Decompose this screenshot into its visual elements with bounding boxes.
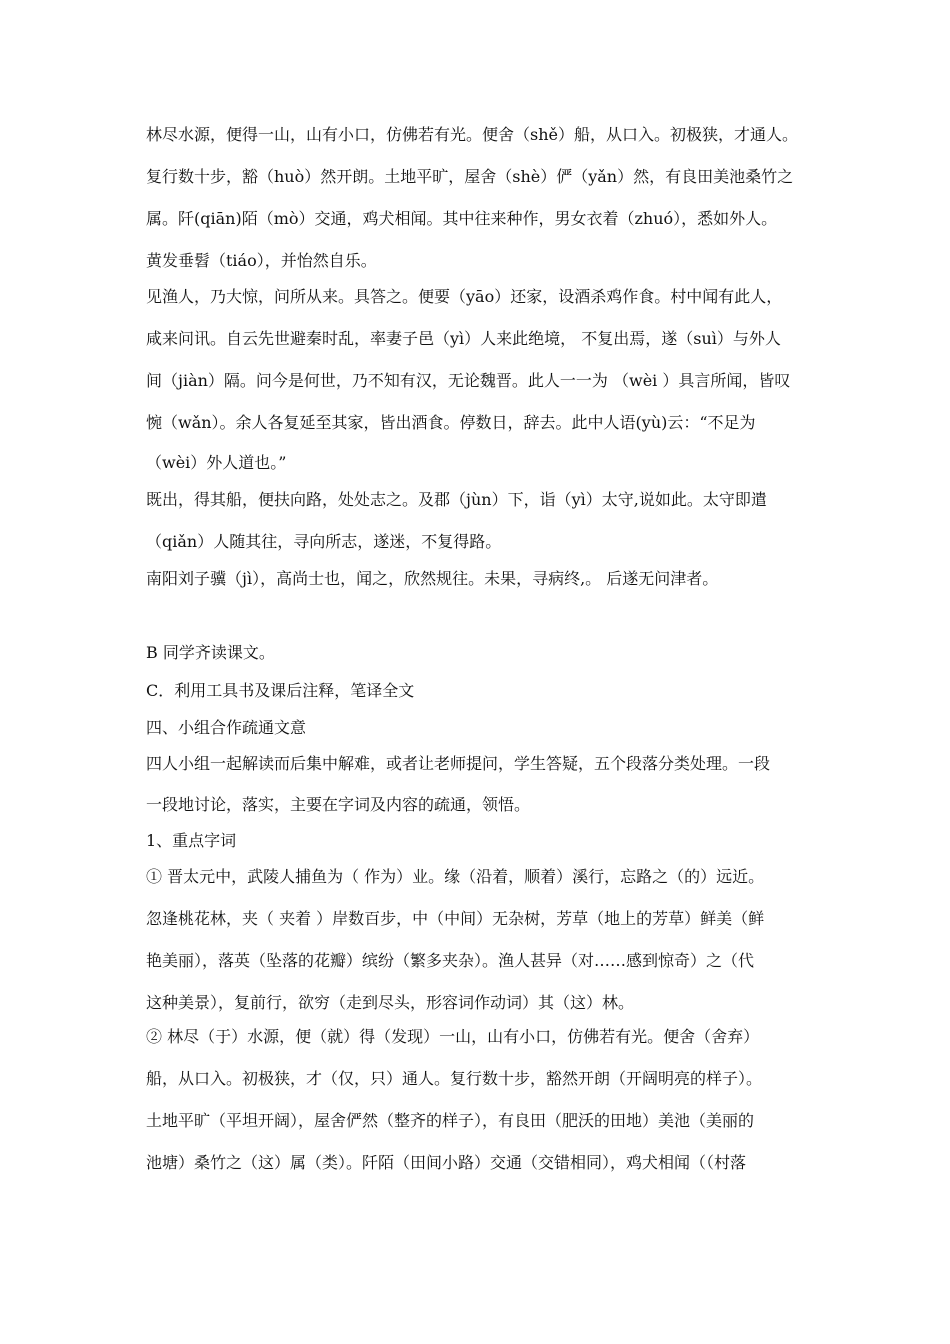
step-b-text: B 同学齐读课文。 xyxy=(146,643,275,662)
passage-line: 复行数十步，豁（huò）然开朗。土地平旷，屋舍（shè）俨（yǎn）然，有良田美池桑竹之 xyxy=(146,167,794,186)
passage-line: 属。阡(qiān)陌（mò）交通，鸡犬相闻。其中往来种作，男女衣着（zhuó），悉如外人。 xyxy=(146,209,778,228)
subsection-heading: 1、重点字词 xyxy=(146,831,237,850)
passage-line: 既出，得其船，便扶向路，处处志之。及郡（jùn）下，诣（yì）太守,说如此。太守即遣 xyxy=(146,490,767,509)
annotation-line: 忽逢桃花林，夹（ 夹着 ）岸数百步，中（中间）无杂树，芳草（地上的芳草）鲜美（鲜 xyxy=(146,909,765,928)
section-paragraph-line: 四人小组一起解读而后集中解难，或者让老师提问，学生答疑，五个段落分类处理。一段 xyxy=(146,754,771,773)
passage-line: （qiǎn）人随其往，寻向所志，遂迷，不复得路。 xyxy=(146,532,502,551)
annotation-line: 船，从口入。初极狭，才（仅，只）通人。复行数十步，豁然开朗（开阔明亮的样子）。 xyxy=(146,1069,763,1088)
annotation-line: ② 林尽（于）水源，便（就）得（发现）一山，山有小口，仿佛若有光。便舍（舍弃） xyxy=(146,1027,760,1046)
step-c-text: C．利用工具书及课后注释，笔译全文 xyxy=(146,681,415,700)
annotation-line: ① 晋太元中，武陵人捕鱼为（ 作为）业。缘（沿着，顺着）溪行，忘路之（的）远近。 xyxy=(146,867,765,886)
passage-line: （wèi）外人道也。” xyxy=(146,453,287,472)
passage-line: 见渔人，乃大惊，问所从来。具答之。便要（yāo）还家，设酒杀鸡作食。村中闻有此人， xyxy=(146,287,783,306)
passage-line: 间（jiàn）隔。问今是何世，乃不知有汉，无论魏晋。此人一一为 （wèi ）具言所闻，皆叹 xyxy=(146,371,791,390)
section-heading: 四、小组合作疏通文意 xyxy=(146,718,307,737)
passage-line: 林尽水源，便得一山，山有小口，仿佛若有光。便舍（shě）船，从口入。初极狭，才通人。 xyxy=(146,125,798,144)
passage-line: 黄发垂髫（tiáo），并怡然自乐。 xyxy=(146,251,377,270)
annotation-line: 这种美景），复前行，欲穷（走到尽头，形容词作动词）其（这）林。 xyxy=(146,993,635,1012)
passage-line: 南阳刘子骥（jì），高尚士也，闻之，欣然规往。未果，寻病终,。 后遂无问津者。 xyxy=(146,569,719,588)
annotation-line: 土地平旷（平坦开阔），屋舍俨然（整齐的样子），有良田（肥沃的田地）美池（美丽的 xyxy=(146,1111,755,1130)
passage-line: 咸来问讯。自云先世避秦时乱，率妻子邑（yì）人来此绝境， 不复出焉，遂（suì）与外人 xyxy=(146,329,781,348)
passage-line: 惋（wǎn）。余人各复延至其家，皆出酒食。停数日，辞去。此中人语(yù)云：“不足为 xyxy=(146,413,756,432)
annotation-line: 艳美丽），落英（坠落的花瓣）缤纷（繁多夹杂）。渔人甚异（对……感到惊奇）之（代 xyxy=(146,951,755,970)
annotation-line: 池塘）桑竹之（这）属（类）。阡陌（田间小路）交通（交错相同），鸡犬相闻（（村落 xyxy=(146,1153,747,1172)
section-paragraph-line: 一段地讨论，落实，主要在字词及内容的疏通，领悟。 xyxy=(146,795,531,814)
